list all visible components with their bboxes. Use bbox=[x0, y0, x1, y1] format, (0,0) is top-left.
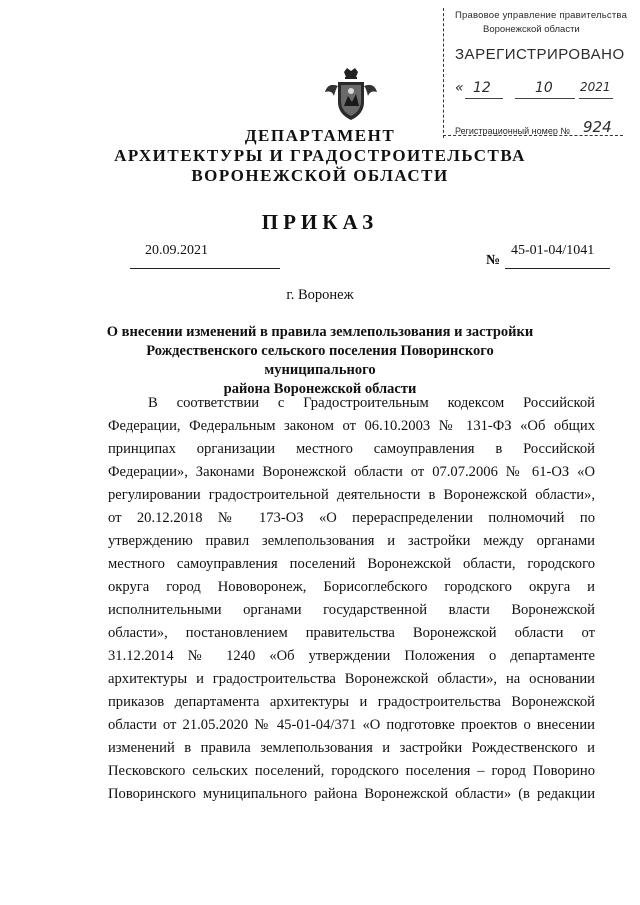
body-line: исполнительными органами государственной власти Воронежской bbox=[108, 602, 595, 618]
stamp-date-month: 10 bbox=[535, 80, 553, 96]
body-line: принципах организации местного самоуправления в Российской bbox=[108, 441, 595, 457]
order-date: 20.09.2021 bbox=[145, 243, 208, 258]
order-subject bbox=[92, 323, 548, 399]
stamp-date-day: 12 bbox=[473, 80, 491, 96]
body-line: Песковского сельских поселений, городского поселения – город Поворино bbox=[108, 763, 595, 779]
order-number: 45-01-04/1041 bbox=[511, 243, 595, 258]
stamp-reg-number: 924 bbox=[583, 118, 612, 136]
stamp-day-underline bbox=[465, 98, 503, 99]
subject-line: Рождественского сельского поселения Поворинского муниципального bbox=[146, 343, 494, 378]
order-number-underline bbox=[505, 268, 610, 269]
subject-line: О внесении изменений в правила землепользования и застройки bbox=[106, 324, 534, 340]
dept-line1: ДЕПАРТАМЕНТ bbox=[244, 126, 396, 145]
body-line: местного самоуправления поселений Воронежской области, городского bbox=[108, 556, 595, 572]
stamp-border-left bbox=[443, 8, 444, 138]
body-line: утверждению правил землепользования и застройки между органами bbox=[108, 533, 595, 549]
body-line: области», постановлением правительства Воронежской области от bbox=[108, 625, 595, 641]
body-line: от 20.12.2018 № 173-ОЗ «О перераспределении полномочий по bbox=[108, 510, 595, 526]
order-date-underline bbox=[130, 268, 280, 269]
body-line: Поворинского муниципального района Воронежской области» (в редакции bbox=[108, 786, 595, 802]
body-line: Федерации, Федеральным законом от 06.10.2003 № 131-ФЗ «Об общих bbox=[108, 418, 595, 434]
stamp-date-year: 2021 bbox=[580, 80, 611, 94]
stamp-month-underline bbox=[515, 98, 575, 99]
body-line: Федерации», Законами Воронежской области от 07.07.2006 № 61-ОЗ «О bbox=[108, 464, 595, 480]
stamp-reg-label: Регистрационный номер № bbox=[455, 126, 571, 136]
body-line: В соответствии с Градостроительным кодексом Российской bbox=[148, 395, 595, 411]
body-line: округа город Нововоронеж, Борисоглебского городского округа и bbox=[108, 579, 595, 595]
body-line: архитектуры и градостроительства Воронежской области», на основании bbox=[108, 671, 595, 687]
coat-of-arms-emblem bbox=[322, 66, 380, 124]
body-line: области от 21.05.2020 № 45-01-04/371 «О подготовке проектов о внесении bbox=[108, 717, 595, 733]
document-type: ПРИКАЗ bbox=[261, 210, 379, 234]
order-body bbox=[108, 392, 595, 806]
stamp-org-line2: Воронежской области bbox=[483, 24, 580, 35]
registration-stamp: Правовое управление правительства Воронежской области ЗАРЕГИСТРИРОВАНО « 12 10 2021 Регистрационный номер № 924 bbox=[443, 4, 630, 144]
body-line: изменений в правила землепользования и застройки Рождественского и bbox=[108, 740, 595, 756]
subject-line: района Воронежской области bbox=[223, 381, 417, 397]
order-number-sign: № bbox=[486, 253, 501, 268]
stamp-year-underline bbox=[579, 98, 613, 99]
dept-line2: АРХИТЕКТУРЫ И ГРАДОСТРОИТЕЛЬСТВА bbox=[114, 146, 526, 165]
body-line: регулировании градостроительной деятельности в Воронежской области», bbox=[108, 487, 595, 503]
body-line: приказов департамента архитектуры и градостроительства Воронежской bbox=[108, 694, 595, 710]
order-city: г. Воронеж bbox=[286, 287, 354, 303]
stamp-org-line1: Правовое управление правительства bbox=[455, 10, 628, 21]
dept-line3: ВОРОНЕЖСКОЙ ОБЛАСТИ bbox=[191, 166, 449, 185]
body-line: 31.12.2014 № 1240 «Об утверждении Положения о департаменте bbox=[108, 648, 595, 664]
stamp-status: ЗАРЕГИСТРИРОВАНО bbox=[455, 46, 625, 63]
